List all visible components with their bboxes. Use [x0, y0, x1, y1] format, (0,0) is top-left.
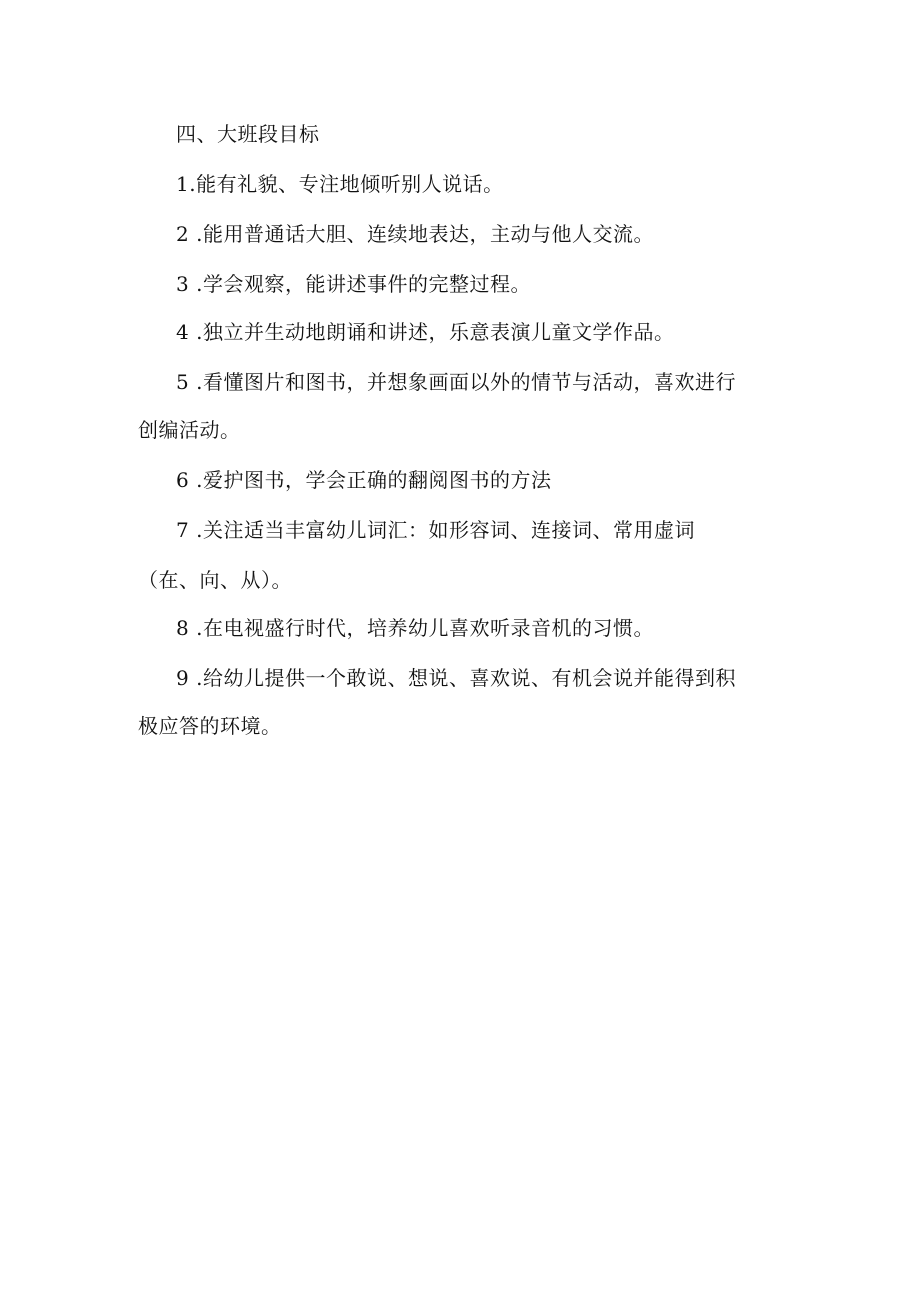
- item-number: 5 .: [176, 370, 203, 394]
- item-number: 6 .: [176, 468, 203, 492]
- list-item-continuation: 创编活动。: [138, 418, 241, 442]
- list-item: [176, 466, 551, 494]
- item-text: 学会观察，能讲述事件的完整过程。: [202, 272, 531, 296]
- item-text: 独立并生动地朗诵和讲述，乐意表演儿童文学作品。: [202, 320, 675, 344]
- item-text: 能用普通话大胆、连续地表达，主动与他人交流。: [202, 222, 654, 246]
- list-item: [176, 516, 695, 544]
- item-text: 给幼儿提供一个敢说、想说、喜欢说、有机会说并能得到积: [202, 666, 736, 690]
- item-number: 3 .: [176, 272, 203, 296]
- list-item: [176, 318, 674, 346]
- section-heading: [176, 120, 320, 148]
- item-number: 2 .: [176, 222, 203, 246]
- item-number: 4 .: [176, 320, 203, 344]
- list-item: [176, 220, 654, 248]
- list-item-continuation: 极应答的环境。: [138, 714, 282, 738]
- item-text: 能有礼貌、专注地倾听别人说话。: [196, 172, 504, 196]
- list-item: [176, 270, 531, 298]
- item-number: 7 .: [176, 518, 203, 542]
- item-text: 看懂图片和图书，并想象画面以外的情节与活动，喜欢进行: [202, 370, 736, 394]
- item-number: 9 .: [176, 666, 203, 690]
- item-text: 关注适当丰富幼儿词汇：如形容词、连接词、常用虚词: [202, 518, 695, 542]
- list-item: [176, 368, 736, 396]
- item-text: 在电视盛行时代，培养幼儿喜欢听录音机的习惯。: [202, 616, 654, 640]
- item-text: 爱护图书，学会正确的翻阅图书的方法: [202, 468, 552, 492]
- item-number: 8 .: [176, 616, 203, 640]
- list-item-continuation: （在、向、从）。: [138, 568, 292, 592]
- section-heading-text: 四、大班段目标: [176, 122, 320, 146]
- list-item: [176, 170, 504, 198]
- item-number: 1.: [176, 172, 197, 196]
- list-item: [176, 664, 736, 692]
- list-item: [176, 614, 654, 642]
